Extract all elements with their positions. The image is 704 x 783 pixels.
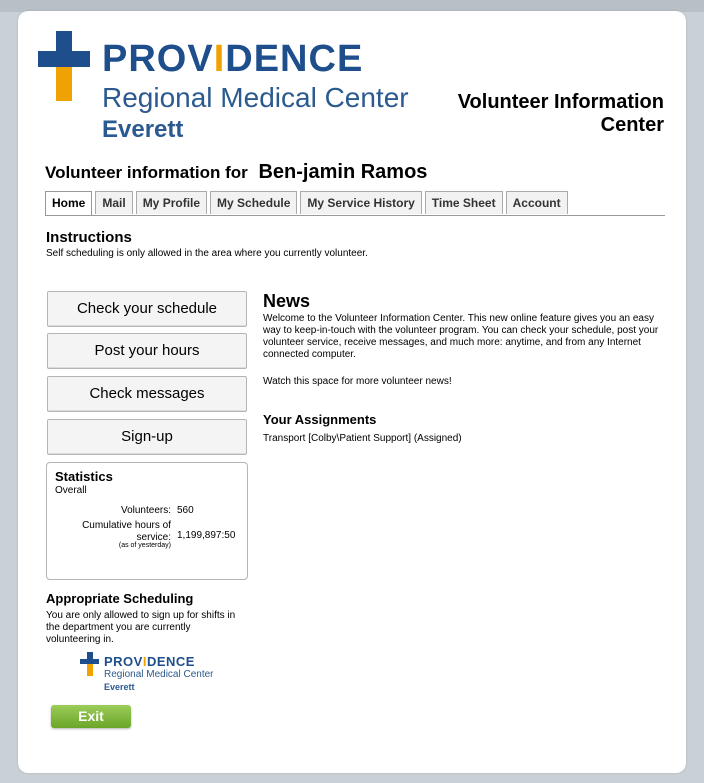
instructions-text: Self scheduling is only allowed in the area where you currently volunteer. bbox=[46, 248, 368, 259]
hours-value: 1,199,897:50 bbox=[177, 530, 236, 541]
logo-small-wordmark: PROVIDENCE bbox=[104, 654, 195, 669]
appropriate-scheduling-text: You are only allowed to sign up for shifts in the department you are currently volunteering in. bbox=[46, 610, 236, 645]
news-footer: Watch this space for more volunteer news! bbox=[263, 376, 452, 387]
assignment-item: Transport [Colby\Patient Support] (Assigned) bbox=[263, 433, 462, 444]
instructions-heading: Instructions bbox=[46, 229, 132, 246]
sign-up-button[interactable]: Sign-up bbox=[47, 419, 247, 455]
tab-account[interactable]: Account bbox=[506, 191, 568, 214]
assignments-heading: Your Assignments bbox=[263, 412, 377, 427]
cross-icon bbox=[80, 652, 100, 676]
tab-my-schedule[interactable]: My Schedule bbox=[210, 191, 297, 214]
statistics-heading: Statistics bbox=[55, 469, 113, 484]
volunteer-name: Ben-jamin Ramos bbox=[258, 161, 428, 183]
post-hours-button[interactable]: Post your hours bbox=[47, 333, 247, 369]
tab-bar bbox=[45, 191, 665, 216]
app-title: Volunteer Information Center bbox=[457, 91, 664, 136]
logo-wordmark: PROVIDENCE bbox=[102, 38, 364, 80]
logo-small-subtitle: Regional Medical Center bbox=[104, 669, 214, 680]
main-card bbox=[18, 11, 686, 773]
exit-button[interactable]: Exit bbox=[51, 705, 131, 728]
volunteers-value: 560 bbox=[177, 505, 194, 516]
news-heading: News bbox=[263, 291, 311, 311]
hours-label: Cumulative hours of service: bbox=[82, 520, 171, 543]
logo-location: Everett bbox=[102, 116, 184, 143]
logo-subtitle: Regional Medical Center bbox=[102, 82, 409, 113]
statistics-subheading: Overall bbox=[55, 485, 87, 496]
providence-logo bbox=[38, 31, 418, 151]
tab-my-service-history[interactable]: My Service History bbox=[300, 191, 421, 214]
volunteer-header bbox=[45, 161, 427, 184]
tab-home[interactable]: Home bbox=[45, 191, 92, 215]
volunteers-label: Volunteers: bbox=[120, 505, 171, 516]
tab-mail[interactable]: Mail bbox=[95, 191, 132, 214]
check-messages-button[interactable]: Check messages bbox=[47, 376, 247, 412]
hours-note: (as of yesterday) bbox=[118, 542, 171, 549]
news-text: Welcome to the Volunteer Information Center. This new online feature gives you an easy way to keep-in-touch with the volunteer program. You can check your schedule, post your volunteer service, receive messages, and much more: anytime, and from any Internet connected computer. bbox=[263, 313, 659, 360]
tab-time-sheet[interactable]: Time Sheet bbox=[425, 191, 503, 214]
providence-logo-small bbox=[80, 652, 230, 698]
volunteer-label: Volunteer information for bbox=[45, 163, 248, 182]
cross-icon bbox=[38, 31, 94, 101]
check-schedule-button[interactable]: Check your schedule bbox=[47, 291, 247, 327]
logo-small-location: Everett bbox=[104, 682, 135, 692]
statistics-panel bbox=[46, 462, 248, 580]
appropriate-scheduling-heading: Appropriate Scheduling bbox=[46, 591, 194, 606]
tab-my-profile[interactable]: My Profile bbox=[136, 191, 207, 214]
